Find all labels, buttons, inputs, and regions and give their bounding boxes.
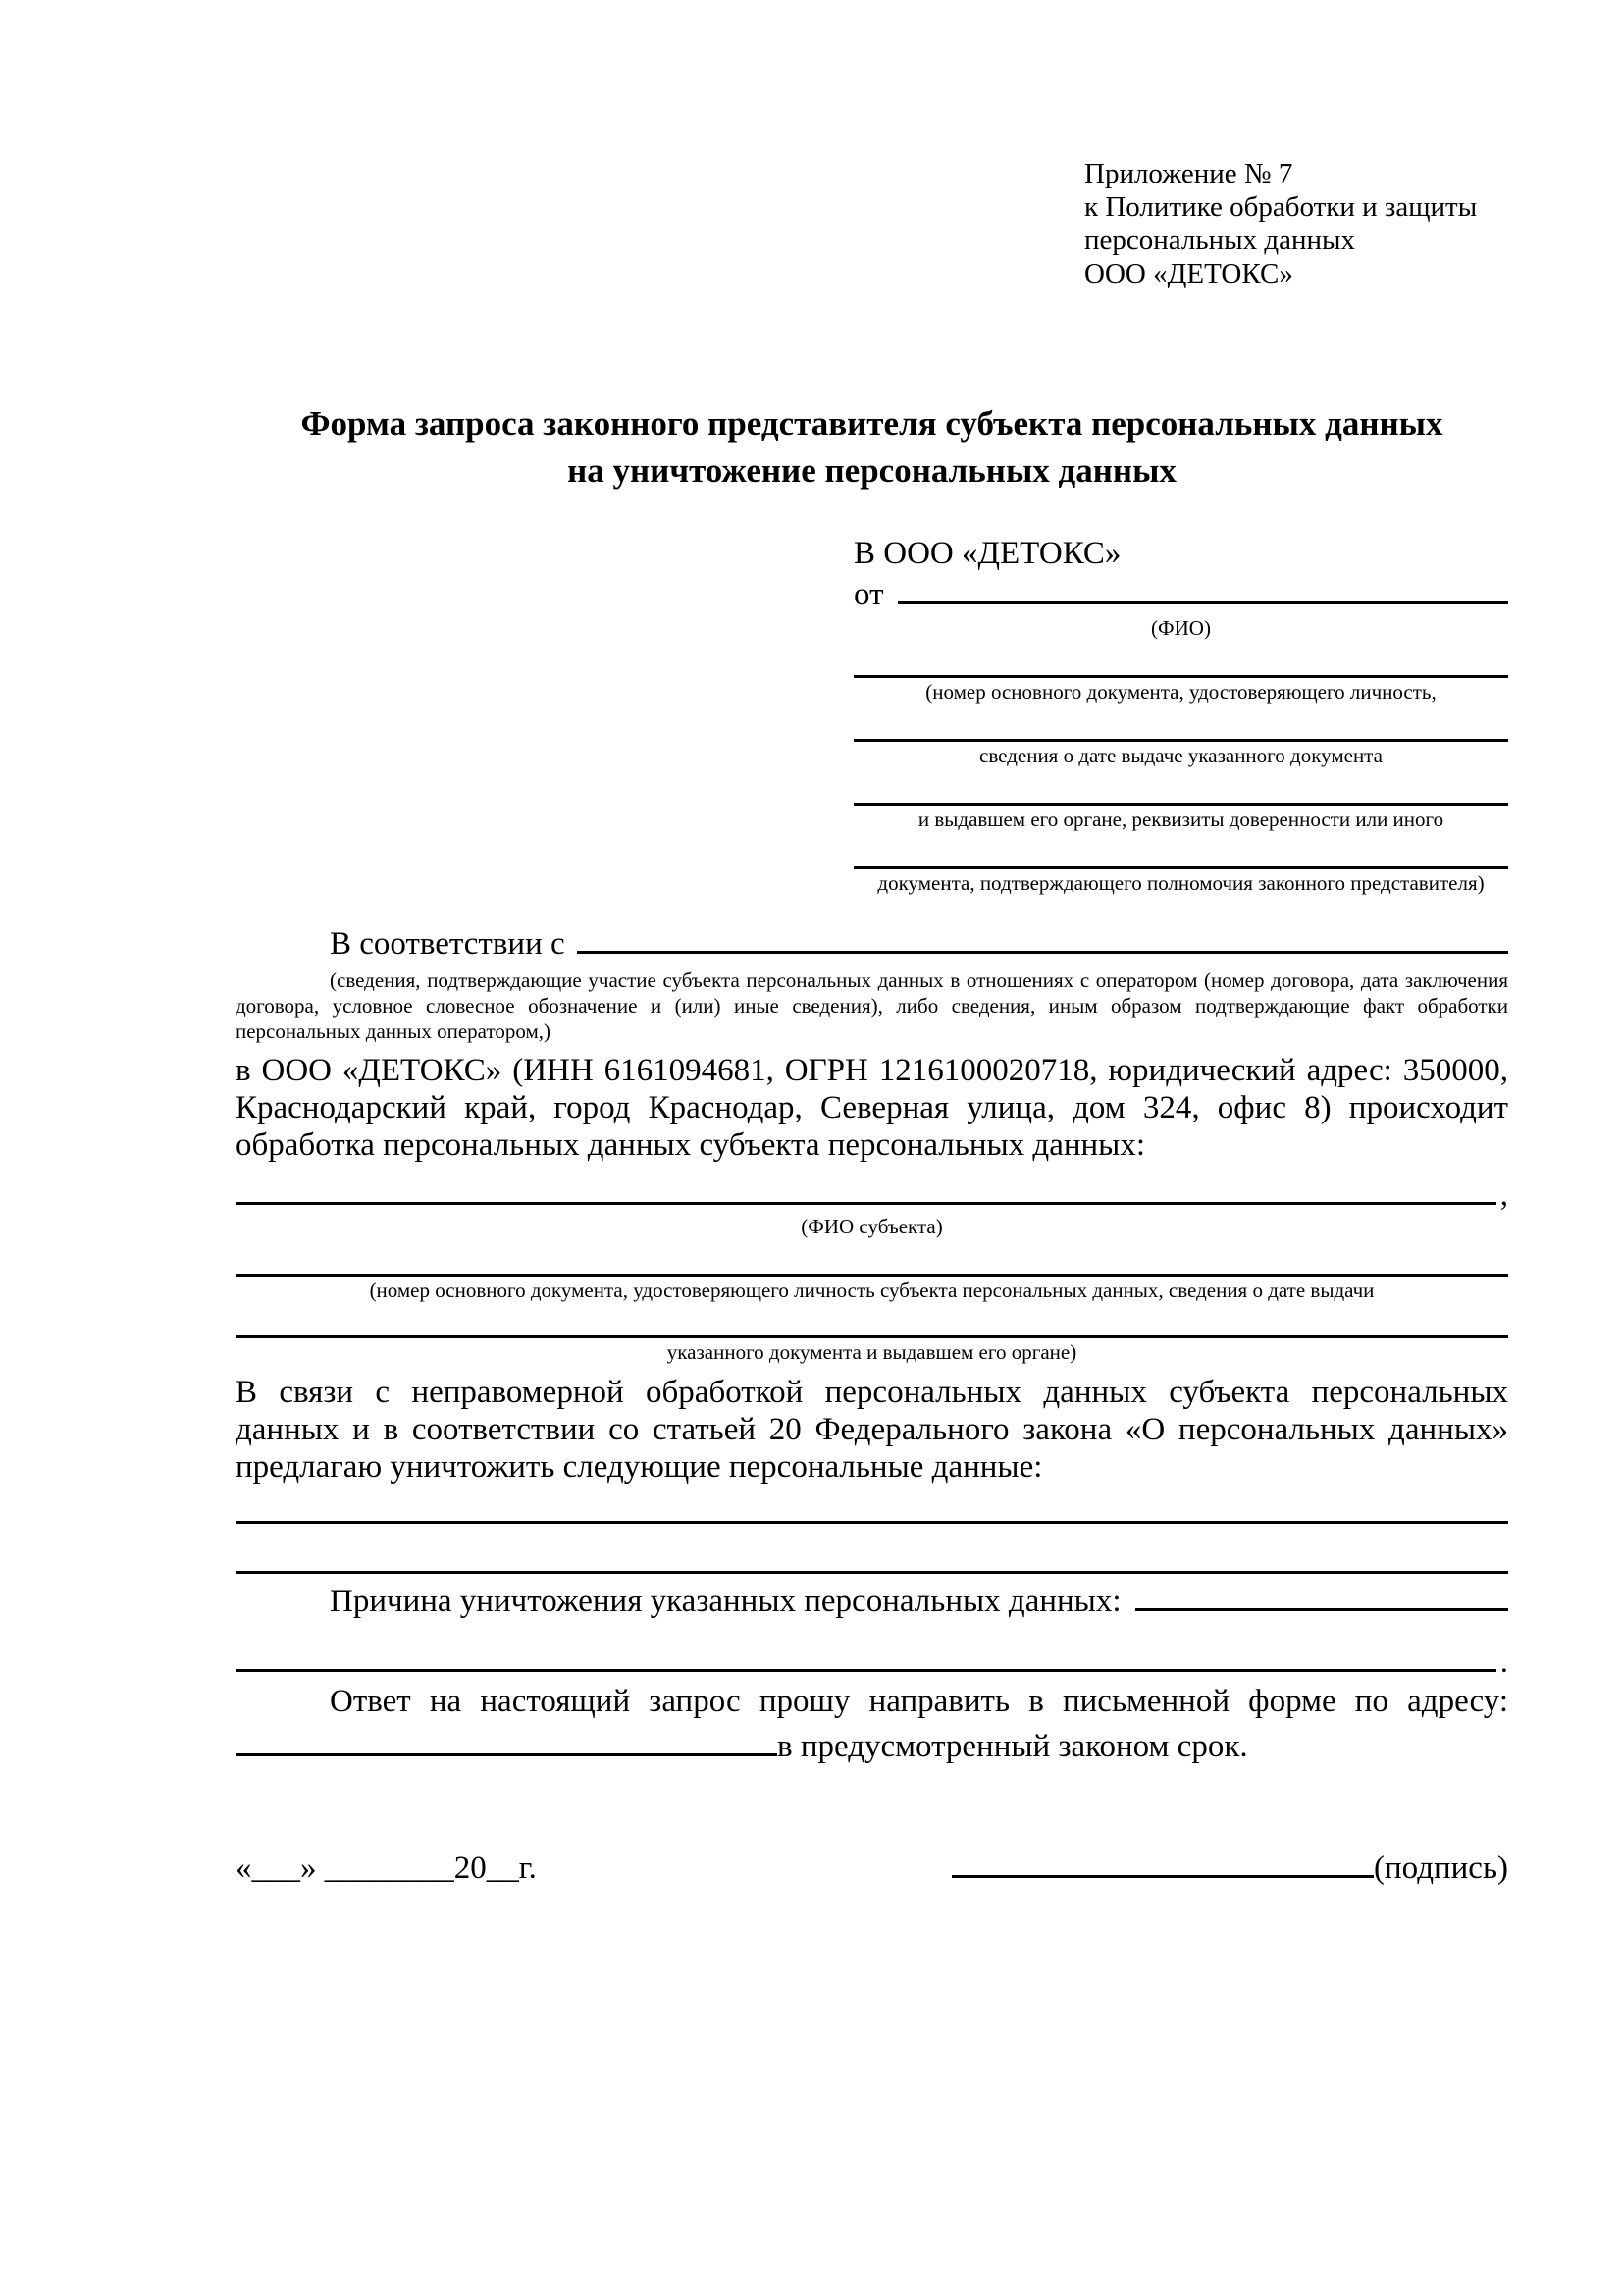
from-blank-line bbox=[898, 601, 1509, 604]
addressee-to: В ООО «ДЕТОКС» bbox=[854, 536, 1122, 571]
page-title bbox=[236, 400, 1508, 495]
subject-document-caption-2: указанного документа и выдавшем его органе) bbox=[666, 1340, 1077, 1364]
answer-sentence: Ответ на настоящий запрос прошу направить в письменной форме по адресу: bbox=[330, 1684, 1508, 1719]
appendix-header-line: персональных данных bbox=[1084, 225, 1356, 256]
page-title-line-2: на уничтожение персональных данных bbox=[567, 451, 1177, 490]
subject-fio-caption: (ФИО субъекта) bbox=[801, 1215, 943, 1238]
accordance-label: В соответствии с bbox=[330, 926, 565, 962]
reason-period: . bbox=[1499, 1644, 1508, 1680]
from-label: от bbox=[854, 577, 884, 612]
reason-blank-line bbox=[1135, 1608, 1508, 1611]
signature-group bbox=[952, 1849, 1508, 1888]
subject-document-blank-line bbox=[236, 1274, 1508, 1277]
operator-paragraph: в ООО «ДЕТОКС» (ИНН 6161094681, ОГРН 1216100020718, юридический адрес: 350000, Краснодарский край, город Краснодар, Северная улица, дом 324, офис 8) происходит обработка персональных данных субъекта персональных данных: bbox=[236, 1053, 1508, 1163]
from-field-row bbox=[854, 575, 1508, 614]
appendix-header bbox=[1084, 157, 1508, 290]
reason-label: Причина уничтожения указанных персональных данных: bbox=[330, 1584, 1122, 1619]
signature-caption: (подпись) bbox=[1374, 1851, 1508, 1886]
document-number-caption: (номер основного документа, удостоверяющего личность, bbox=[925, 680, 1437, 704]
subject-document-blank-line-2 bbox=[236, 1335, 1508, 1338]
subject-fio-blank-line bbox=[236, 1202, 1496, 1205]
date-blank-text: «___» ________20__г. bbox=[236, 1851, 537, 1886]
appendix-header-line: ООО «ДЕТОКС» bbox=[1084, 258, 1293, 289]
representative-authority-caption: документа, подтверждающего полномочия законного представителя) bbox=[877, 871, 1485, 895]
addressee-block bbox=[854, 534, 1508, 897]
signature-blank-line bbox=[952, 1875, 1374, 1878]
reason-field-row bbox=[236, 1582, 1508, 1621]
data-to-destroy-blank-line-1 bbox=[236, 1521, 1508, 1524]
document-number-blank-line bbox=[854, 675, 1508, 678]
footer-row bbox=[236, 1849, 1508, 1888]
fio-caption: (ФИО) bbox=[1151, 616, 1211, 640]
data-to-destroy-blank-line-2 bbox=[236, 1571, 1508, 1574]
issuing-authority-blank-line bbox=[854, 803, 1508, 806]
answer-address-blank-line bbox=[236, 1753, 777, 1756]
answer-address-row bbox=[236, 1727, 1508, 1766]
issue-date-caption: сведения о дате выдаче указанного документа bbox=[979, 744, 1383, 767]
appendix-header-line: к Политике обработки и защиты bbox=[1084, 191, 1478, 223]
issuing-authority-caption: и выдавшем его органе, реквизиты доверенности или иного bbox=[917, 808, 1444, 831]
destroy-request-paragraph: В связи с неправомерной обработкой персональных данных субъекта персональных данных и в соответствии со статьей 20 Федерального закона «О персональных данных» предлагаю уничтожить следующие персональные данные: bbox=[236, 1375, 1508, 1485]
accordance-blank-line bbox=[577, 951, 1508, 954]
accordance-caption: (сведения, подтверждающие участие субъекта персональных данных в отношениях с оператором (номер договора, дата заключения договора, условное словесное обозначение и (или) иные сведения), либо сведения, иным образом подтверждающие факт обработки персональных данных оператором,) bbox=[236, 968, 1508, 1043]
accordance-field-row bbox=[236, 924, 1508, 964]
subject-fio-blank-row bbox=[236, 1177, 1508, 1213]
reason-continuation-blank-line bbox=[236, 1669, 1496, 1672]
appendix-header-line: Приложение № 7 bbox=[1084, 158, 1293, 189]
subject-document-caption-1: (номер основного документа, удостоверяющего личность субъекта персональных данных, сведения о дате выдачи bbox=[369, 1278, 1375, 1302]
page-title-line-1: Форма запроса законного представителя субъекта персональных данных bbox=[300, 404, 1443, 443]
subject-fio-comma: , bbox=[1499, 1177, 1508, 1213]
issue-date-blank-line bbox=[854, 739, 1508, 742]
reason-continuation-row bbox=[236, 1644, 1508, 1680]
representative-authority-blank-line bbox=[854, 866, 1508, 869]
answer-tail-text: в предусмотренный законом срок. bbox=[777, 1729, 1248, 1764]
